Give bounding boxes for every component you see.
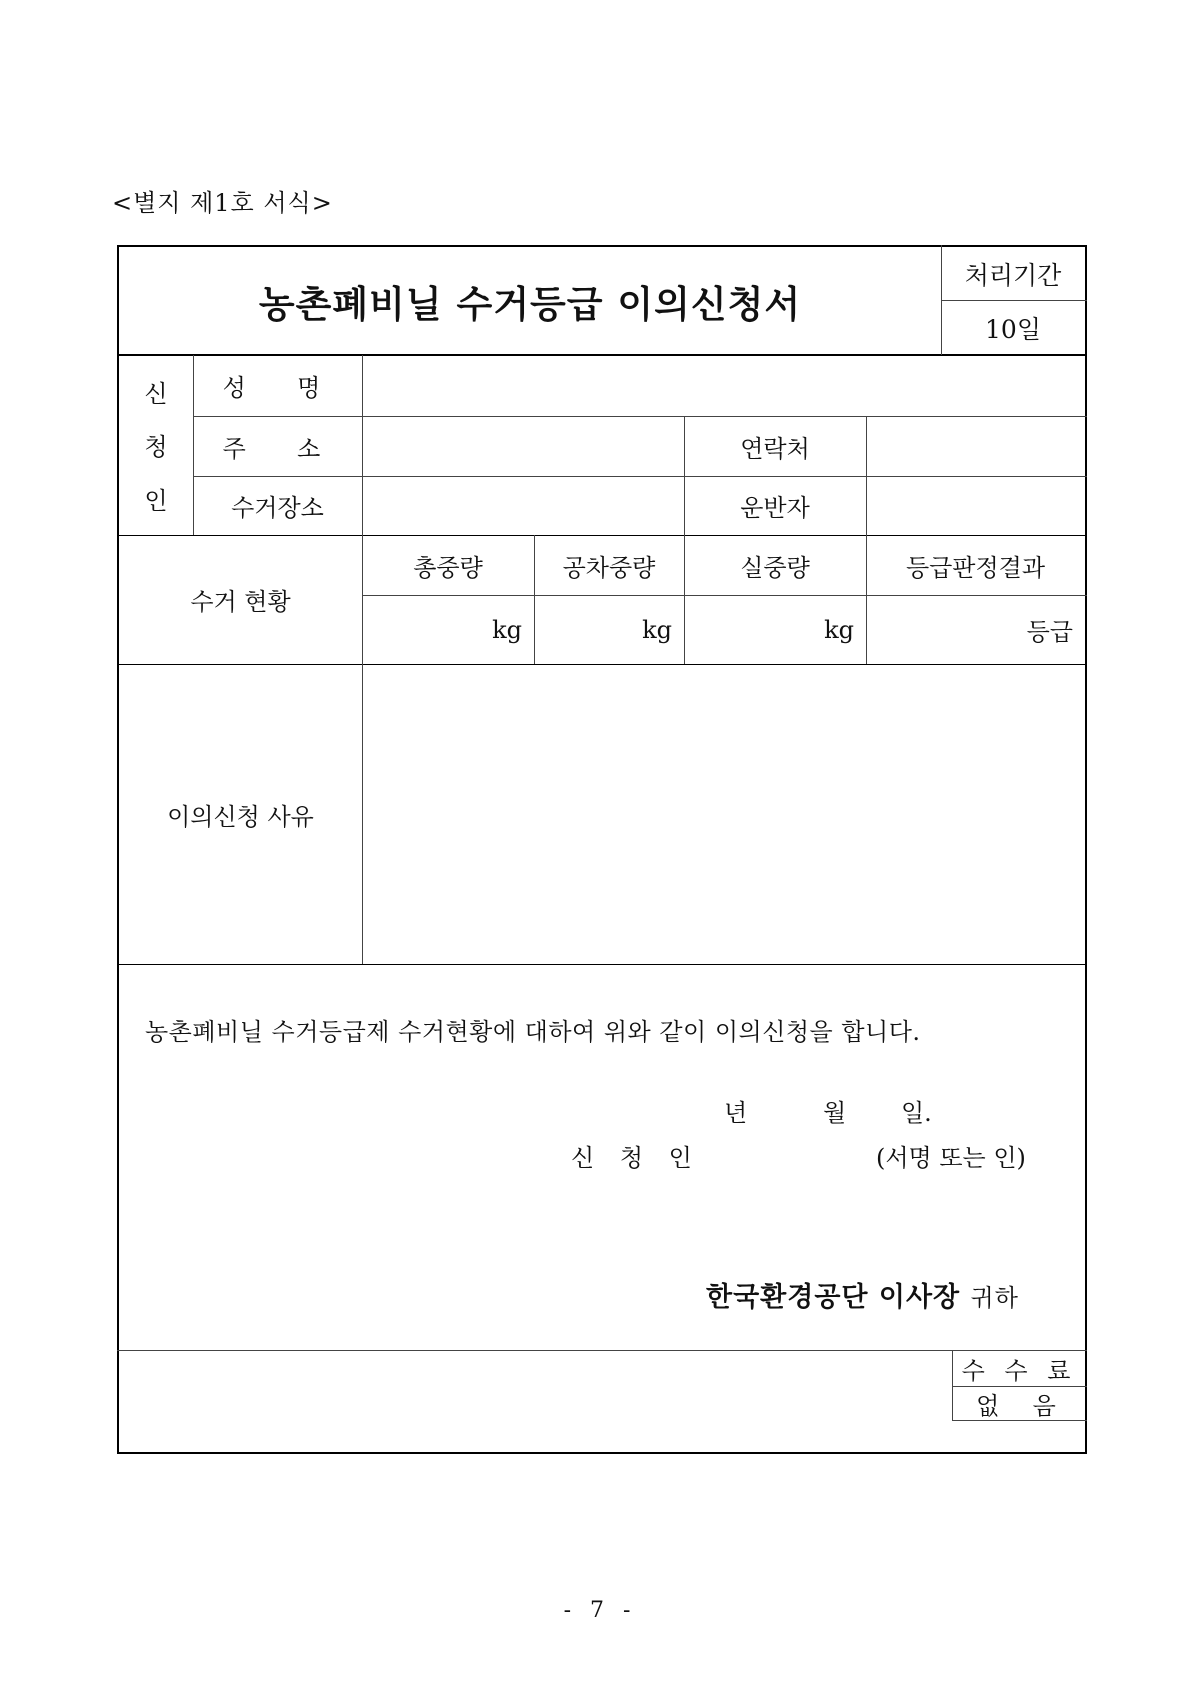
total-weight-header: 총중량 (413, 553, 483, 582)
contact-field[interactable] (866, 416, 1085, 476)
fee-value: 없 음 (976, 1392, 1062, 1420)
declaration-statement: 농촌폐비닐 수거등급제 수거현황에 대하여 위와 같이 이의신청을 합니다. (145, 1018, 921, 1046)
unit-kg: kg (642, 615, 672, 644)
applicant-section-label (119, 365, 193, 525)
grade-result-field[interactable] (866, 595, 1085, 664)
signature-or-seal-label: (서명 또는 인) (876, 1144, 1026, 1172)
processing-period-value: 10일 (985, 314, 1041, 344)
recipient-name: 한국환경공단 이사장 (706, 1282, 961, 1313)
contact-label: 연락처 (740, 434, 810, 463)
divider (117, 1350, 1087, 1351)
empty-vehicle-weight-field[interactable] (534, 595, 684, 664)
fee-label: 수 수 료 (961, 1357, 1077, 1385)
unit-grade: 등급 (1026, 618, 1073, 646)
processing-period-label: 처리기간 (964, 260, 1062, 290)
applicant-char: 인 (144, 486, 168, 515)
unit-kg: kg (492, 615, 522, 644)
address-label (193, 416, 362, 476)
signature-applicant-label: 신 청 인 (571, 1144, 701, 1172)
collection-status-label: 수거 현황 (190, 588, 291, 616)
unit-kg: kg (824, 615, 854, 644)
carrier-label: 운반자 (740, 494, 810, 522)
net-weight-header: 실중량 (740, 553, 810, 582)
applicant-char: 청 (144, 433, 168, 462)
collection-location-field[interactable] (362, 476, 684, 535)
recipient-suffix: 귀하 (970, 1284, 1019, 1312)
empty-vehicle-weight-header: 공차중량 (562, 553, 656, 582)
total-weight-field[interactable] (362, 595, 534, 664)
address-field[interactable] (362, 416, 684, 476)
grade-result-header: 등급판정결과 (905, 553, 1046, 582)
date-year-label: 년 (724, 1099, 748, 1127)
objection-reason-label: 이의신청 사유 (167, 802, 314, 831)
applicant-char: 신 (144, 380, 168, 409)
page-title: 농촌폐비닐 수거등급 이의신청서 (258, 282, 802, 326)
date-day-label: 일. (901, 1099, 932, 1127)
net-weight-field[interactable] (684, 595, 866, 664)
carrier-field[interactable] (866, 476, 1085, 535)
objection-reason-field[interactable] (362, 664, 1085, 964)
date-month-label: 월 (823, 1099, 847, 1127)
divider (117, 964, 1087, 965)
collection-location-label: 수거장소 (231, 494, 324, 522)
recipient (706, 1275, 1019, 1314)
page-number: - 7 - (563, 1598, 637, 1623)
name-label-text: 성 명 (222, 374, 333, 402)
address-label-text: 주 소 (222, 434, 333, 463)
name-field[interactable] (362, 355, 1085, 416)
name-label (193, 355, 362, 416)
form-number-label: <별지 제1호 서식> (112, 189, 333, 217)
